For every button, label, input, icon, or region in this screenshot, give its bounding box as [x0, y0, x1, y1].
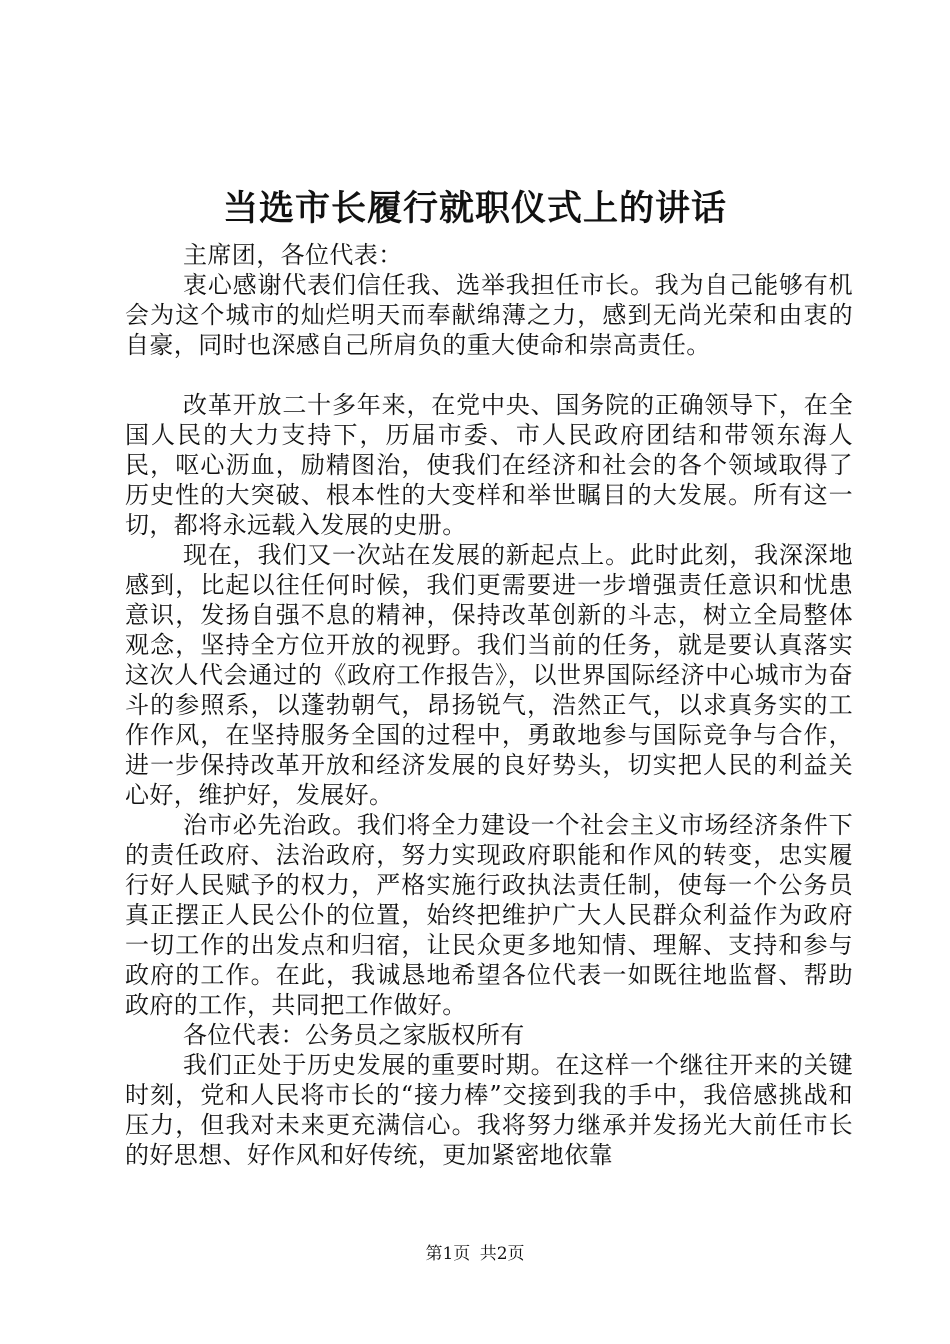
paragraph-confidence: 我们正处于历史发展的重要时期。在这样一个继往开来的关键时刻，党和人民将市长的“接力棒”交接到我的手中，我倍感挑战和压力，但我对未来更充满信心。我将努力继承并发扬光大前任市长的好思想、好作风和好传统，更加紧密地依靠	[125, 1051, 853, 1169]
paragraph-thanks: 衷心感谢代表们信任我、选举我担任市长。我为自己能够有机会为这个城市的灿烂明天而奉献绵薄之力，感到无尚光荣和由衷的自豪，同时也深感自己所肩负的重大使命和崇高责任。	[125, 271, 853, 359]
salutation: 主席团，各位代表：	[183, 241, 403, 269]
page-total: 共2页	[479, 1244, 525, 1264]
paragraph-new-start: 现在，我们又一次站在发展的新起点上。此时此刻，我深深地感到，比起以往任何时候，我们更需要进一步增强责任意识和忧患意识，发扬自强不息的精神，保持改革创新的斗志，树立全局整体观念，坚持全方位开放的视野。我们当前的任务，就是要认真落实这次人代会通过的《政府工作报告》，以世界国际经济中心城市为奋斗的参照系，以蓬勃朝气，昂扬锐气，浩然正气，以求真务实的工作作风，在坚持服务全国的过程中，勇敢地参与国际竞争与合作，进一步保持改革开放和经济发展的良好势头，切实把人民的利益关心好，维护好，发展好。	[125, 541, 853, 809]
document-title: 当选市长履行就职仪式上的讲话	[222, 188, 727, 229]
page-footer	[0, 1242, 950, 1266]
paragraph-reform: 改革开放二十多年来，在党中央、国务院的正确领导下，在全国人民的大力支持下，历届市委、市人民政府团结和带领东海人民，呕心沥血，励精图治，使我们在经济和社会的各个领域取得了历史性的大突破、根本性的大变样和举世瞩目的大发展。所有这一切，都将永远载入发展的史册。	[125, 391, 853, 539]
paragraph-address: 各位代表：公务员之家版权所有	[183, 1021, 525, 1049]
page-number: 第1页	[425, 1244, 471, 1264]
paragraph-governance: 治市必先治政。我们将全力建设一个社会主义市场经济条件下的责任政府、法治政府，努力实现政府职能和作风的转变，忠实履行好人民赋予的权力，严格实施行政执法责任制，使每一个公务员真正摆正人民公仆的位置，始终把维护广大人民群众利益作为政府一切工作的出发点和归宿，让民众更多地知情、理解、支持和参与政府的工作。在此，我诚恳地希望各位代表一如既往地监督、帮助政府的工作，共同把工作做好。	[125, 811, 853, 1019]
document-body	[125, 240, 853, 1170]
